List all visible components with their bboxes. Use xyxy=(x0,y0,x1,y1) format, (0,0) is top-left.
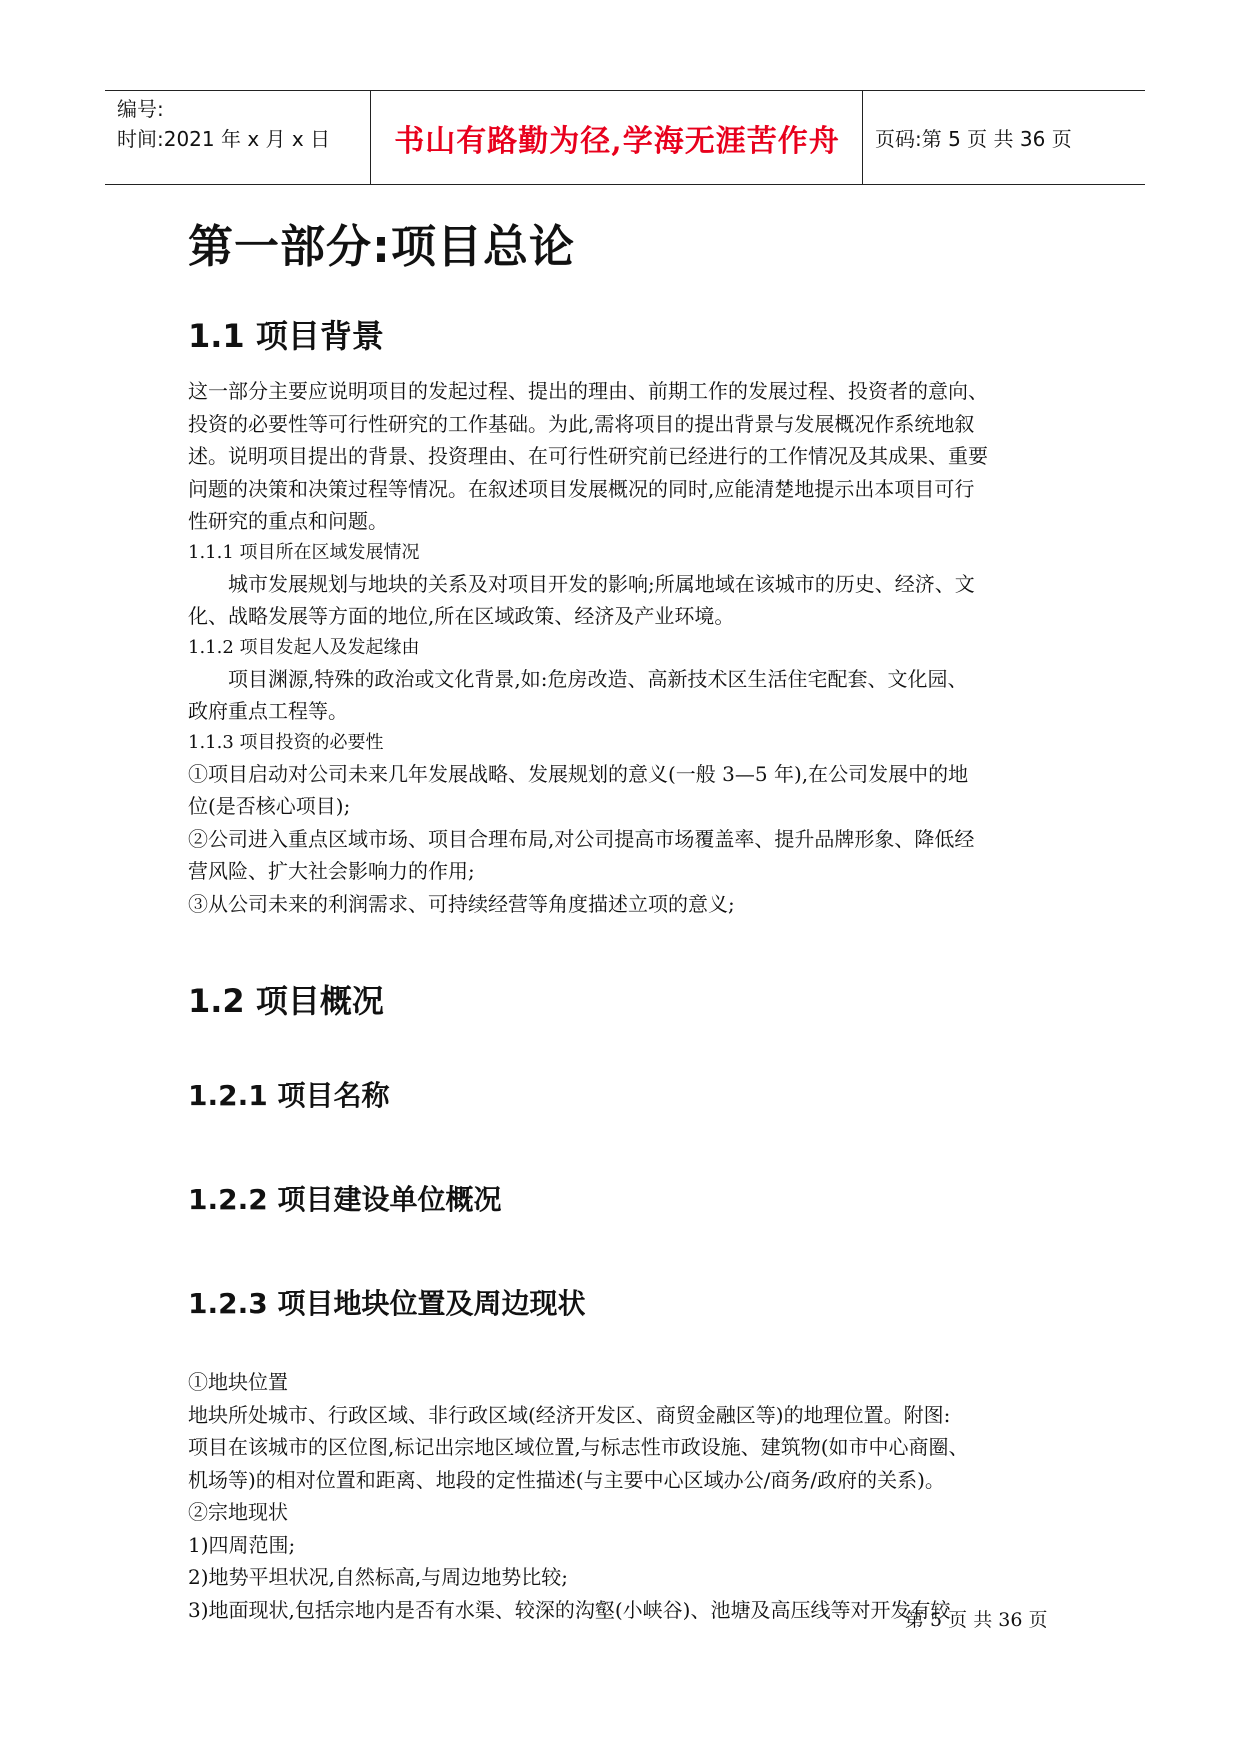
paragraph-line: ①地块位置 xyxy=(188,1370,288,1394)
section-heading-1-1: 1.1 项目背景 xyxy=(188,317,384,355)
paragraph-line: ①项目启动对公司未来几年发展战略、发展规划的意义(一般 3—5 年),在公司发展中的地 xyxy=(188,761,969,786)
part-title: 第一部分:项目总论 xyxy=(188,220,575,273)
paragraph-line: 2)地势平坦状况,自然标高,与周边地势比较; xyxy=(188,1565,568,1589)
paragraph-line: 问题的决策和决策过程等情况。在叙述项目发展概况的同时,应能清楚地提示出本项目可行 xyxy=(188,476,975,501)
paragraph-line: 位(是否核心项目); xyxy=(188,794,351,818)
paragraph-line: 性研究的重点和问题。 xyxy=(188,509,388,533)
subsection-title-1-1-2: 1.1.2 项目发起人及发起缘由 xyxy=(188,636,420,658)
document-header xyxy=(105,90,1145,185)
paragraph-line: 城市发展规划与地块的关系及对项目开发的影响;所属地域在该城市的历史、经济、文 xyxy=(228,571,975,596)
subsection-title-1-1-1: 1.1.1 项目所在区域发展情况 xyxy=(188,541,420,563)
paragraph-line: 项目渊源,特殊的政治或文化背景,如:危房改造、高新技术区生活住宅配套、文化园、 xyxy=(228,666,968,691)
paragraph-line: 这一部分主要应说明项目的发起过程、提出的理由、前期工作的发展过程、投资者的意向、 xyxy=(188,379,988,403)
paragraph-line: 营风险、扩大社会影响力的作用; xyxy=(188,859,475,883)
paragraph-line: ②公司进入重点区域市场、项目合理布局,对公司提高市场覆盖率、提升品牌形象、降低经 xyxy=(188,826,975,851)
paragraph-line: ③从公司未来的利润需求、可持续经营等角度描述立项的意义; xyxy=(188,891,735,916)
subsection-heading-1-2-3: 1.2.3 项目地块位置及周边现状 xyxy=(188,1287,586,1320)
header-page-label: 页码:第 5 页 共 36 页 xyxy=(875,127,1072,151)
subsection-heading-1-2-2: 1.2.2 项目建设单位概况 xyxy=(188,1183,502,1216)
paragraph-line: 述。说明项目提出的背景、投资理由、在可行性研究前已经进行的工作情况及其成果、重要 xyxy=(188,444,988,468)
header-divider xyxy=(862,91,863,184)
paragraph-line: 化、战略发展等方面的地位,所在区域政策、经济及产业环境。 xyxy=(188,604,735,628)
paragraph-line: ②宗地现状 xyxy=(188,1500,288,1524)
header-left-cell xyxy=(117,94,362,154)
section-heading-1-2: 1.2 项目概况 xyxy=(188,982,384,1020)
paragraph-line: 项目在该城市的区位图,标记出宗地区域位置,与标志性市政设施、建筑物(如市中心商圈、 xyxy=(188,1435,969,1459)
subsection-title-1-1-3: 1.1.3 项目投资的必要性 xyxy=(188,731,384,753)
paragraph-line: 机场等)的相对位置和距离、地段的定性描述(与主要中心区域办公/商务/政府的关系)。 xyxy=(188,1467,945,1492)
paragraph-line: 1)四周范围; xyxy=(188,1532,296,1557)
number-label: 编号: xyxy=(117,97,164,121)
subsection-heading-1-2-1: 1.2.1 项目名称 xyxy=(188,1079,390,1112)
header-divider xyxy=(370,91,371,184)
header-motto: 书山有路勤为径,学海无涯苦作舟 xyxy=(394,123,840,159)
paragraph-line: 地块所处城市、行政区域、非行政区域(经济开发区、商贸金融区等)的地理位置。附图: xyxy=(188,1402,951,1427)
page-body xyxy=(188,210,1068,1626)
paragraph-line: 3)地面现状,包括宗地内是否有水渠、较深的沟壑(小峡谷)、池塘及高压线等对开发有较 xyxy=(188,1597,951,1622)
page-footer: 第 5 页 共 36 页 xyxy=(905,1609,1048,1631)
paragraph-line: 政府重点工程等。 xyxy=(188,699,348,723)
section-1-1-intro xyxy=(188,375,1068,538)
time-label: 时间:2021 年 x 月 x 日 xyxy=(117,127,331,151)
paragraph-line: 投资的必要性等可行性研究的工作基础。为此,需将项目的提出背景与发展概况作系统地叙 xyxy=(188,411,975,436)
